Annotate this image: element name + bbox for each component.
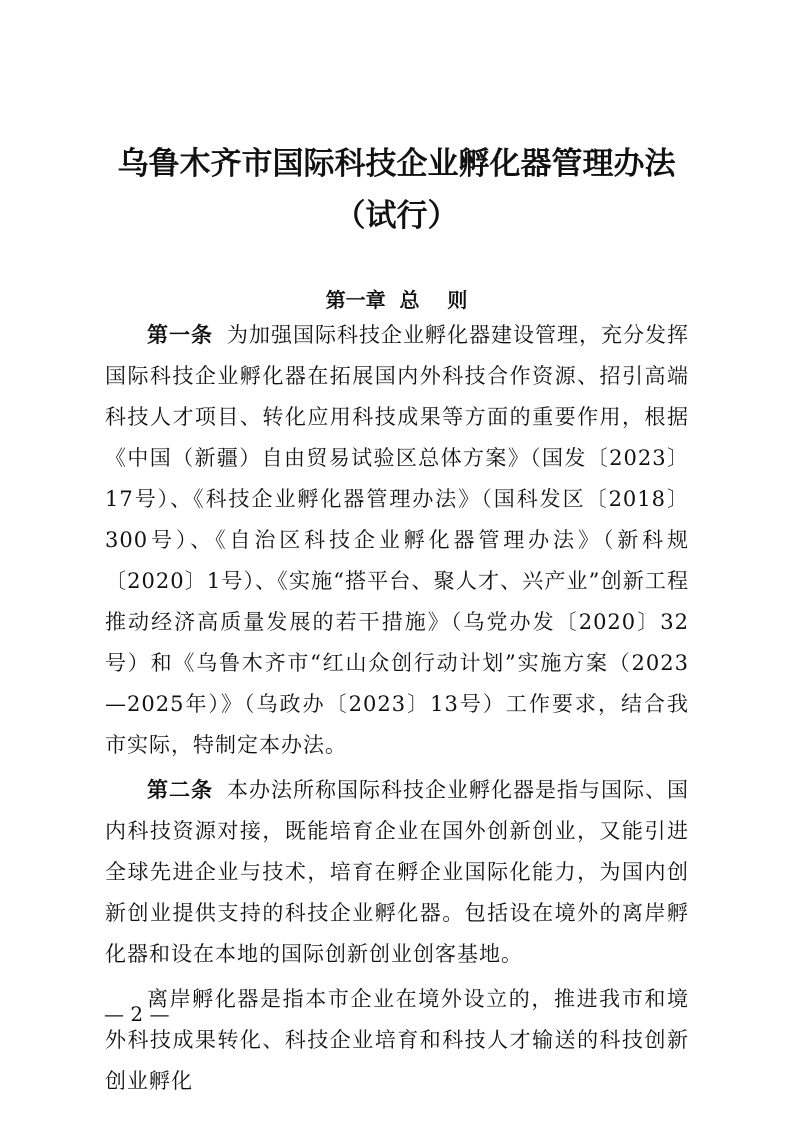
document-title: 乌鲁木齐市国际科技企业孵化器管理办法 xyxy=(117,146,676,182)
page-number: — 2 — xyxy=(104,1002,170,1026)
article-text: 本办法所称国际科技企业孵化器是指与国际、国内科技资源对接，既能培育企业在国外创新创业，又能引进全球先进企业与技术，培育在孵企业国际化能力，为国内创新创业提供支持的科技企业孵化器。包括设在境外的离岸孵化器和设在本地的国际创新创业创客基地。 xyxy=(105,778,689,966)
article-label: 第二条 xyxy=(147,778,213,802)
document-subtitle: （试行） xyxy=(334,198,459,234)
chapter-heading: 第一章 总 则 xyxy=(325,288,468,312)
article-text: 为加强国际科技企业孵化器建设管理，充分发挥国际科技企业孵化器在拓展国内外科技合作资源、招引高端科技人才项目、转化应用科技成果等方面的重要作用，根据《中国（新疆）自由贸易试验区总体方案》（国发〔2023〕17号）、《科技企业孵化器管理办法》（国科发区〔2018〕300号）、《自治区科技企业孵化器管理办法》（新科规〔2020〕1号）、《实施“搭平台、聚人才、兴产业”创新工程推动经济高质量发展的若干措施》（乌党办发〔2020〕32号）和《乌鲁木齐市“红山众创行动计划”实施方案（2023—2025年）》（乌政办〔2023〕13号）工作要求，结合我市实际，特制定本办法。 xyxy=(105,323,689,757)
paragraph-text: 离岸孵化器是指本市企业在境外设立的，推进我市和境外科技成果转化、科技企业培育和科技人才输送的科技创新创业孵化 xyxy=(105,987,689,1093)
article-paragraph xyxy=(105,770,689,975)
article-paragraph xyxy=(105,315,689,766)
document-body xyxy=(105,315,689,1106)
body-paragraph xyxy=(105,979,689,1102)
article-label: 第一条 xyxy=(147,323,213,347)
